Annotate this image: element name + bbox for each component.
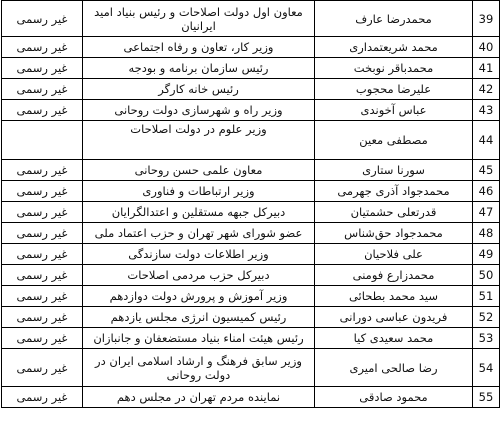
table-row [2, 1, 500, 37]
row-number: 54 [473, 349, 500, 387]
status-cell: غیر رسمی [2, 286, 83, 307]
person-role: معاون اول دولت اصلاحات و رئیس بنیاد امید ایرانیان [83, 1, 315, 37]
person-name: عباس آخوندی [315, 100, 473, 121]
person-name: محمد شریعتمداری [315, 37, 473, 58]
status-cell: غیر رسمی [2, 387, 83, 408]
row-number: 51 [473, 286, 500, 307]
table-row [2, 223, 500, 244]
person-role: رئیس خانه کارگر [83, 79, 315, 100]
status-cell: غیر رسمی [2, 328, 83, 349]
person-name: محمدجواد حق‌شناس [315, 223, 473, 244]
person-name: علیرضا محجوب [315, 79, 473, 100]
status-cell: غیر رسمی [2, 100, 83, 121]
person-role: وزیر ارتباطات و فناوری [83, 181, 315, 202]
status-cell: غیر رسمی [2, 202, 83, 223]
person-name: محمدجواد آذری جهرمی [315, 181, 473, 202]
person-role: وزیر راه و شهرسازی دولت روحانی [83, 100, 315, 121]
table-row [2, 79, 500, 100]
status-cell: غیر رسمی [2, 307, 83, 328]
status-cell: غیر رسمی [2, 265, 83, 286]
row-number: 45 [473, 160, 500, 181]
person-role: نماینده مردم تهران در مجلس دهم [83, 387, 315, 408]
row-number: 47 [473, 202, 500, 223]
status-cell: غیر رسمی [2, 223, 83, 244]
table-row [2, 265, 500, 286]
table-row [2, 307, 500, 328]
status-cell: غیر رسمی [2, 1, 83, 37]
row-number: 43 [473, 100, 500, 121]
table-row [2, 58, 500, 79]
person-role: عضو شورای شهر تهران و حزب اعتماد ملی [83, 223, 315, 244]
row-number: 50 [473, 265, 500, 286]
table-row [2, 100, 500, 121]
person-role: وزیر سابق فرهنگ و ارشاد اسلامی ایران در دولت روحانی [83, 349, 315, 387]
row-number: 55 [473, 387, 500, 408]
person-name: سورنا ستاری [315, 160, 473, 181]
person-name: رضا صالحی امیری [315, 349, 473, 387]
person-name: علی فلاحیان [315, 244, 473, 265]
status-cell: غیر رسمی [2, 244, 83, 265]
status-cell: غیر رسمی [2, 58, 83, 79]
person-name: سید محمد بطحائی [315, 286, 473, 307]
row-number: 40 [473, 37, 500, 58]
person-name: قدرتعلی حشمتیان [315, 202, 473, 223]
table-row [2, 160, 500, 181]
person-role: دبیرکل حزب مردمی اصلاحات [83, 265, 315, 286]
table-row [2, 37, 500, 58]
row-number: 42 [473, 79, 500, 100]
table-row [2, 328, 500, 349]
row-number: 52 [473, 307, 500, 328]
person-role: رئیس هیئت امناء بنیاد مستضعفان و جانبازان [83, 328, 315, 349]
person-name: محمد سعیدی کیا [315, 328, 473, 349]
status-cell: غیر رسمی [2, 37, 83, 58]
row-number: 46 [473, 181, 500, 202]
person-role: رئیس کمیسیون انرژی مجلس یازدهم [83, 307, 315, 328]
person-name: مصطفی معین [315, 121, 473, 160]
person-role: وزیر آموزش و پرورش دولت دوازدهم [83, 286, 315, 307]
person-role: رئیس سازمان برنامه و بودجه [83, 58, 315, 79]
table-row [2, 286, 500, 307]
status-cell: غیر رسمی [2, 79, 83, 100]
person-role: وزیر اطلاعات دولت سازندگی [83, 244, 315, 265]
person-role: وزیر کار، تعاون و رفاه اجتماعی [83, 37, 315, 58]
person-name: فریدون عباسی دورانی [315, 307, 473, 328]
row-number: 53 [473, 328, 500, 349]
status-cell [2, 121, 83, 160]
table-row [2, 121, 500, 160]
status-cell: غیر رسمی [2, 160, 83, 181]
person-name: محمود صادقی [315, 387, 473, 408]
row-number: 48 [473, 223, 500, 244]
table-row [2, 181, 500, 202]
table-row [2, 202, 500, 223]
table-row [2, 244, 500, 265]
table-row [2, 387, 500, 408]
row-number: 44 [473, 121, 500, 160]
person-name: محمدزارع فومنی [315, 265, 473, 286]
person-role: معاون علمی حسن روحانی [83, 160, 315, 181]
person-name: محمدرضا عارف [315, 1, 473, 37]
row-number: 49 [473, 244, 500, 265]
person-role: وزیر علوم در دولت اصلاحات [83, 121, 315, 160]
row-number: 41 [473, 58, 500, 79]
candidates-table [1, 0, 500, 408]
row-number: 39 [473, 1, 500, 37]
status-cell: غیر رسمی [2, 349, 83, 387]
status-cell: غیر رسمی [2, 181, 83, 202]
person-role: دبیرکل جبهه مستقلین و اعتدالگرایان [83, 202, 315, 223]
person-name: محمدباقر نوبخت [315, 58, 473, 79]
table-row [2, 349, 500, 387]
